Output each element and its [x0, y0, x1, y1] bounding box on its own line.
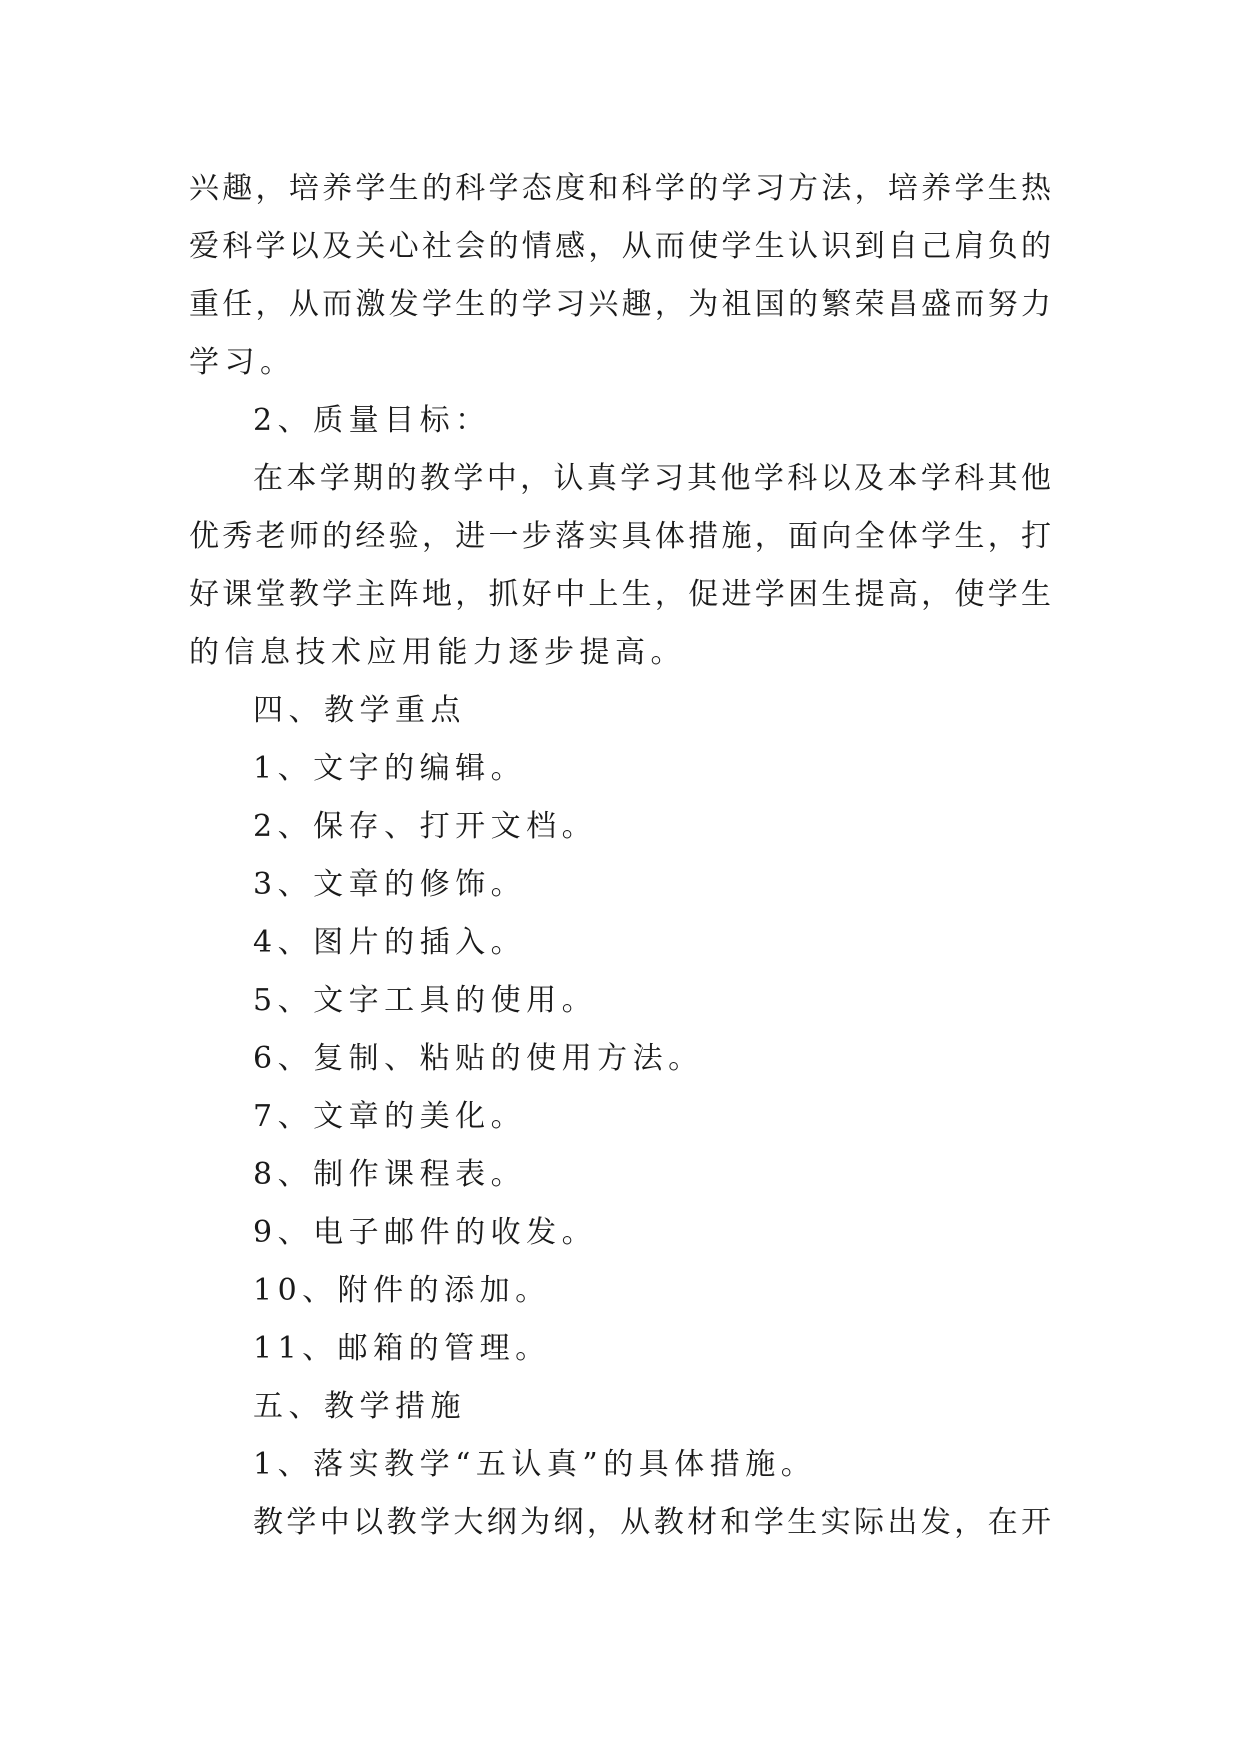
- list-item: 9、电子邮件的收发。: [253, 1215, 598, 1250]
- paragraph-line: 兴趣，培养学生的科学态度和科学的学习方法，培养学生热: [189, 171, 1051, 206]
- list-item: 7、文章的美化。: [253, 1099, 527, 1134]
- paragraph-line: 爱科学以及关心社会的情感，从而使学生认识到自己肩负的: [189, 229, 1051, 264]
- section-heading-quality-goal: 2、质量目标：: [253, 403, 491, 438]
- section-heading-teaching-focus: 四、教学重点: [253, 693, 466, 728]
- list-item: 1、落实教学“五认真”的具体措施。: [253, 1447, 817, 1482]
- paragraph-line: 优秀老师的经验，进一步落实具体措施，面向全体学生，打: [189, 519, 1051, 554]
- list-item: 3、文章的修饰。: [253, 867, 527, 902]
- list-item: 1、文字的编辑。: [253, 751, 527, 786]
- list-item: 8、制作课程表。: [253, 1157, 527, 1192]
- list-item: 11、邮箱的管理。: [253, 1331, 551, 1366]
- list-item: 2、保存、打开文档。: [253, 809, 598, 844]
- paragraph-line: 好课堂教学主阵地，抓好中上生，促进学困生提高，使学生: [189, 577, 1051, 612]
- document-page: [189, 160, 1051, 1552]
- paragraph-line: 的信息技术应用能力逐步提高。: [189, 635, 686, 670]
- paragraph-line: 教学中以教学大纲为纲，从教材和学生实际出发，在开: [253, 1505, 1051, 1540]
- paragraph-line: 重任，从而激发学生的学习兴趣，为祖国的繁荣昌盛而努力: [189, 287, 1051, 322]
- paragraph-line: 学习。: [189, 345, 296, 380]
- section-heading-teaching-measures: 五、教学措施: [253, 1389, 466, 1424]
- list-item: 5、文字工具的使用。: [253, 983, 598, 1018]
- list-item: 6、复制、粘贴的使用方法。: [253, 1041, 704, 1076]
- list-item: 10、附件的添加。: [253, 1273, 551, 1308]
- paragraph-line: 在本学期的教学中，认真学习其他学科以及本学科其他: [253, 461, 1051, 496]
- list-item: 4、图片的插入。: [253, 925, 527, 960]
